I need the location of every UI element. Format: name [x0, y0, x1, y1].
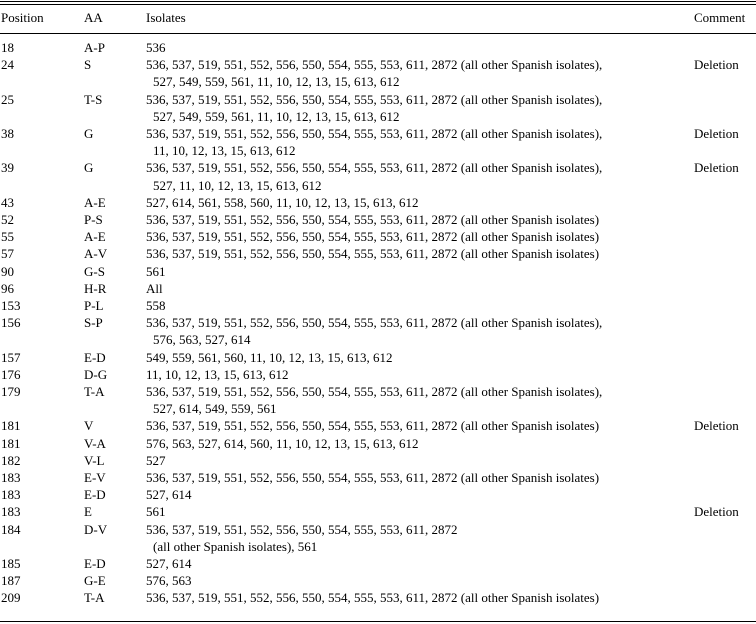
cell-comment: Deletion: [694, 126, 739, 141]
cell-aa: S-P: [84, 315, 103, 331]
cell-position: 181: [1, 418, 21, 434]
cell-aa: G: [84, 126, 94, 141]
cell-aa: A-E: [84, 229, 106, 245]
cell-isolates: [146, 452, 692, 469]
isolates-line: 558: [146, 298, 166, 313]
cell-isolates: [146, 469, 692, 486]
cell-isolates: [146, 245, 692, 262]
cell-position: 181: [1, 435, 21, 451]
header-aa: AA: [84, 10, 103, 25]
cell-isolates: [146, 349, 692, 366]
isolates-line: 527, 549, 559, 561, 11, 10, 12, 13, 15, 613, 612: [153, 74, 400, 90]
isolates-line: 536, 537, 519, 551, 552, 556, 550, 554, 555, 553, 611, 2872 (all other Spanish isolates),: [146, 126, 603, 141]
cell-position: 18: [1, 40, 14, 55]
cell-aa: A-P: [84, 40, 105, 55]
cell-aa: V-L: [84, 452, 105, 468]
isolates-line: All: [146, 280, 163, 296]
isolates-line: 527, 614, 549, 559, 561: [153, 401, 277, 417]
cell-aa: A-E: [84, 194, 106, 210]
cell-aa: S: [84, 57, 92, 73]
cell-isolates: [146, 366, 692, 383]
cell-position: 183: [1, 504, 21, 520]
cell-position: 153: [1, 298, 21, 313]
cell-comment: Deletion: [694, 57, 739, 73]
cell-aa: G-S: [84, 263, 105, 279]
cell-position: 55: [1, 229, 14, 245]
cell-comment: Deletion: [694, 160, 739, 176]
isolates-line: 527, 11, 10, 12, 13, 15, 613, 612: [153, 177, 322, 193]
header-isolates: Isolates: [146, 10, 186, 25]
cell-isolates: [146, 228, 692, 245]
cell-position: 185: [1, 556, 21, 571]
isolates-line: 536, 537, 519, 551, 552, 556, 550, 554, 555, 553, 611, 2872 (all other Spanish isolates): [146, 229, 600, 245]
header-comment: Comment: [694, 10, 746, 25]
isolates-line: 561: [146, 504, 166, 520]
header-rule: [0, 33, 756, 34]
cell-aa: A-V: [84, 246, 108, 262]
cell-position: 183: [1, 487, 21, 503]
cell-comment: Deletion: [694, 418, 739, 434]
cell-position: 183: [1, 470, 21, 485]
cell-position: 52: [1, 212, 14, 227]
cell-isolates: [146, 56, 692, 90]
cell-isolates: [146, 383, 692, 417]
isolates-line: 527, 614: [146, 556, 192, 571]
cell-isolates: [146, 555, 692, 572]
cell-position: 156: [1, 315, 21, 331]
isolates-line: 536, 537, 519, 551, 552, 556, 550, 554, 555, 553, 611, 2872 (all other Spanish isolates),: [146, 160, 603, 176]
cell-aa: T-S: [84, 91, 103, 107]
isolates-line: 536, 537, 519, 551, 552, 556, 550, 554, 555, 553, 611, 2872 (all other Spanish isolates): [146, 590, 600, 606]
cell-aa: P-S: [84, 212, 103, 227]
cell-position: 176: [1, 366, 21, 382]
cell-isolates: [146, 125, 692, 159]
cell-aa: E-D: [84, 349, 106, 365]
isolates-line: 536, 537, 519, 551, 552, 556, 550, 554, 555, 553, 611, 2872 (all other Spanish isolates): [146, 470, 600, 485]
cell-aa: D-V: [84, 521, 108, 537]
cell-position: 57: [1, 246, 14, 262]
top-rule: [0, 1, 756, 2]
cell-position: 157: [1, 349, 21, 365]
cell-position: 24: [1, 57, 14, 73]
isolates-line: 527, 614, 561, 558, 560, 11, 10, 12, 13, 15, 613, 612: [146, 194, 419, 210]
cell-position: 39: [1, 160, 14, 176]
cell-aa: P-L: [84, 298, 104, 313]
cell-aa: E-D: [84, 487, 106, 503]
isolates-line: 527, 614: [146, 487, 192, 503]
cell-isolates: [146, 297, 692, 314]
isolates-line: 576, 563, 527, 614: [153, 332, 251, 348]
bottom-rule: [0, 621, 756, 622]
top-rule-inner: [0, 4, 756, 5]
cell-isolates: [146, 417, 692, 434]
cell-isolates: [146, 159, 692, 193]
isolates-line: 536: [146, 40, 166, 55]
cell-isolates: [146, 263, 692, 280]
cell-comment: Deletion: [694, 504, 739, 520]
isolates-line: (all other Spanish isolates), 561: [153, 538, 318, 554]
cell-aa: V: [84, 418, 94, 434]
cell-isolates: [146, 211, 692, 228]
cell-position: 209: [1, 590, 21, 606]
cell-position: 184: [1, 521, 21, 537]
cell-aa: T-A: [84, 590, 105, 606]
isolates-line: 536, 537, 519, 551, 552, 556, 550, 554, 555, 553, 611, 2872 (all other Spanish isolates),: [146, 91, 603, 107]
isolates-line: 11, 10, 12, 13, 15, 613, 612: [153, 143, 296, 159]
cell-aa: E-V: [84, 470, 106, 485]
cell-position: 25: [1, 91, 14, 107]
isolates-line: 536, 537, 519, 551, 552, 556, 550, 554, 555, 553, 611, 2872 (all other Spanish isolates),: [146, 315, 603, 331]
cell-aa: E: [84, 504, 92, 520]
cell-position: 187: [1, 573, 21, 589]
cell-position: 96: [1, 280, 14, 296]
cell-isolates: [146, 521, 692, 555]
cell-isolates: [146, 280, 692, 297]
isolates-line: 11, 10, 12, 13, 15, 613, 612: [146, 366, 289, 382]
isolates-line: 576, 563, 527, 614, 560, 11, 10, 12, 13, 15, 613, 612: [146, 435, 419, 451]
isolates-line: 536, 537, 519, 551, 552, 556, 550, 554, 555, 553, 611, 2872 (all other Spanish isolates): [146, 246, 600, 262]
cell-aa: D-G: [84, 366, 108, 382]
isolates-line: 527: [146, 452, 166, 468]
cell-aa: T-A: [84, 384, 105, 399]
cell-isolates: [146, 91, 692, 125]
cell-isolates: [146, 503, 692, 520]
header-position: Position: [1, 10, 44, 25]
isolates-line: 536, 537, 519, 551, 552, 556, 550, 554, 555, 553, 611, 2872 (all other Spanish isolates): [146, 212, 600, 227]
isolates-line: 536, 537, 519, 551, 552, 556, 550, 554, 555, 553, 611, 2872 (all other Spanish isolates),: [146, 57, 603, 73]
cell-position: 182: [1, 452, 21, 468]
isolates-line: 527, 549, 559, 561, 11, 10, 12, 13, 15, 613, 612: [153, 108, 400, 124]
cell-isolates: [146, 572, 692, 589]
cell-isolates: [146, 589, 692, 606]
cell-position: 43: [1, 194, 14, 210]
isolates-line: 536, 537, 519, 551, 552, 556, 550, 554, 555, 553, 611, 2872 (all other Spanish isolates),: [146, 384, 603, 399]
cell-position: 179: [1, 384, 21, 399]
cell-isolates: [146, 39, 692, 56]
cell-isolates: [146, 435, 692, 452]
cell-isolates: [146, 314, 692, 348]
isolates-line: 536, 537, 519, 551, 552, 556, 550, 554, 555, 553, 611, 2872 (all other Spanish isolates): [146, 418, 600, 434]
cell-position: 90: [1, 263, 14, 279]
cell-isolates: [146, 194, 692, 211]
cell-aa: H-R: [84, 280, 107, 296]
cell-aa: V-A: [84, 435, 106, 451]
isolates-line: 549, 559, 561, 560, 11, 10, 12, 13, 15, 613, 612: [146, 349, 393, 365]
isolates-line: 536, 537, 519, 551, 552, 556, 550, 554, 555, 553, 611, 2872: [146, 521, 458, 537]
cell-position: 38: [1, 126, 14, 141]
cell-aa: E-D: [84, 556, 106, 571]
isolates-line: 576, 563: [146, 573, 192, 589]
cell-aa: G: [84, 160, 94, 176]
cell-aa: G-E: [84, 573, 106, 589]
isolates-line: 561: [146, 263, 166, 279]
cell-isolates: [146, 486, 692, 503]
